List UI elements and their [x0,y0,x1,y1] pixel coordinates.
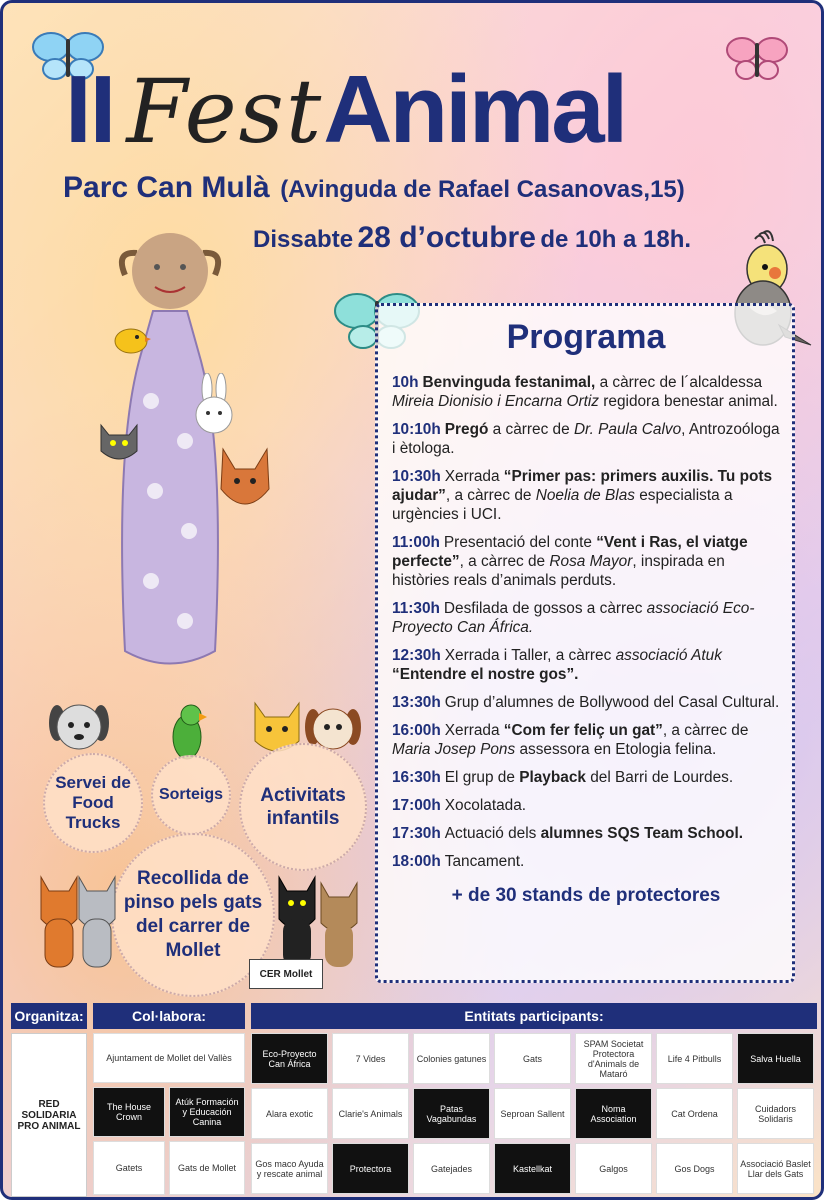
program-time: 16:00h [392,722,441,739]
event-location [63,171,685,205]
food-trucks-bubble: Servei de Food Trucks [43,753,143,853]
program-panel [375,303,795,983]
partner-logo: Colonies gatunes [413,1033,490,1084]
partner-logo: Ajuntament de Mollet del Vallès [93,1033,245,1083]
program-time: 10:30h [392,468,441,485]
event-title [65,55,765,163]
title-fest: Fest [126,60,324,163]
yellow-bird-icon [111,321,151,355]
cer-mollet-badge: CER Mollet [249,959,323,989]
program-time: 11:30h [392,600,440,617]
cat-grey-icon [95,415,143,467]
program-item [392,599,780,637]
title-animal: Animal [323,56,626,163]
partner-logo: Patas Vagabundas [413,1088,490,1139]
program-text: Tancament. [444,853,525,870]
program-text: Xerrada [444,468,504,485]
partner-logo: The House Crown [93,1087,165,1137]
program-text: Grup d’alumnes de Bollywood del Casal Cultural. [444,694,780,711]
program-time: 10:10h [392,421,441,438]
partner-logo: Salva Huella [737,1033,814,1084]
partner-logo: Clarie's Animals [332,1088,409,1139]
program-text: alumnes SQS Team School. [540,825,744,842]
program-item [392,533,780,590]
partner-logo: Seproan Sallent [494,1088,571,1139]
partner-logo: SPAM Societat Protectora d'Animals de Mataró [575,1033,652,1084]
program-text: Desfilada de gossos a càrrec [443,600,647,617]
partner-logo: Protectora [332,1143,409,1194]
program-time: 11:00h [392,534,440,551]
partner-logo: Gats [494,1033,571,1084]
program-time: 10h [392,374,419,391]
program-text: especialista a urgències i UCI. [392,487,733,523]
program-text: Playback [519,769,586,786]
program-text: Maria Josep Pons [392,741,516,758]
location-name: Parc Can Mulà [63,171,270,204]
location-address: (Avinguda de Rafael Casanovas,15) [280,176,685,203]
partner-logo: Gatejades [413,1143,490,1194]
program-text: a càrrec de l´alcaldessa [595,374,763,391]
event-date [253,221,691,255]
program-text: , inspirada en històries reals d’animals perduts. [392,553,725,589]
program-time: 17:00h [392,797,441,814]
program-item [392,693,780,712]
partner-logo: Atúk Formación y Educación Canina [169,1087,245,1137]
program-time: 13:30h [392,694,441,711]
footer [11,1003,817,1199]
program-item [392,373,780,411]
program-text: , Antrozoóloga i ètologa. [392,421,780,457]
program-item [392,852,780,871]
organiza-header: Organitza: [11,1003,87,1029]
date-hours: de 10h a 18h. [540,226,692,253]
partner-logo: Alara exotic [251,1088,328,1139]
program-text: Mireia Dionisio i Encarna Ortiz [392,393,599,410]
program-item [392,768,780,787]
program-item [392,646,780,684]
program-text: Rosa Mayor [549,553,633,570]
partner-logo: Cat Ordena [656,1088,733,1139]
program-text: Dr. Paula Calvo [573,421,682,438]
program-text: , a càrrec de [445,487,536,504]
program-text: “Entendre el nostre gos”. [392,666,579,683]
program-text: associació Eco-Proyecto Can África. [392,600,755,636]
program-text: , a càrrec de [459,553,550,570]
program-text: assessora en Etologia felina. [515,741,717,758]
program-text: “Com fer feliç un gat” [503,722,663,739]
program-text: regidora benestar animal. [599,393,778,410]
partner-logo: 7 Vides [332,1033,409,1084]
program-time: 18:00h [392,853,441,870]
partner-logo: Gos maco Ayuda y rescate animal [251,1143,328,1194]
kids-activities-bubble: Activitats infantils [239,743,367,871]
partner-logo: Gos Dogs [656,1143,733,1194]
program-text: Xerrada [444,722,504,739]
parrot-icon [163,701,213,763]
program-text: Xocolatada. [444,797,527,814]
cats-right-icon [275,869,361,969]
partner-logo: Galgos [575,1143,652,1194]
raffle-bubble: Sorteigs [151,755,231,835]
program-time: 16:30h [392,769,441,786]
program-item [392,796,780,815]
program-item [392,467,780,524]
stands-note: + de 30 stands de protectores [451,885,721,906]
partner-logo: Associació Baslet Llar dels Gats [737,1143,814,1194]
program-item [392,824,780,843]
program-list [392,373,780,871]
program-text: Pregó [444,421,489,438]
rabbit-icon [191,373,237,435]
program-text: El grup de [444,769,520,786]
program-text: “Vent i Ras, el viatge perfecte” [392,534,748,570]
program-text: “Primer pas: primers auxilis. Tu pots ajudar” [392,468,773,504]
cats-left-icon [37,869,117,969]
program-text: Benvinguda festanimal, [422,374,596,391]
program-text: Actuació dels [444,825,541,842]
program-text: Presentació del conte [443,534,597,551]
program-text: Noelia de Blas [535,487,635,504]
dog-grey-icon [47,697,111,759]
title-roman: II [65,56,115,163]
date-day: Dissabte [253,226,354,253]
date-date: 28 d’octubre [357,221,536,254]
fox-dog-icon [215,443,275,519]
partner-logo: Gatets [93,1141,165,1195]
food-collection-bubble: Recollida de pinso pels gats del carrer de Mollet [111,833,275,997]
program-text: Xerrada i Taller, a càrrec [444,647,616,664]
partner-logo: Noma Association [575,1088,652,1139]
partner-logo: Eco-Proyecto Can África [251,1033,328,1084]
partner-logo: Gats de Mollet [169,1141,245,1195]
program-text: , a càrrec de [662,722,749,739]
program-item [392,721,780,759]
entitats-header: Entitats participants: [251,1003,817,1029]
program-heading: Programa [506,318,666,356]
partner-logo: Kastellkat [494,1143,571,1194]
program-time: 17:30h [392,825,441,842]
program-text: a càrrec de [488,421,574,438]
partner-logo: Life 4 Pitbulls [656,1033,733,1084]
organizer-logo: RED SOLIDARIA PRO ANIMAL [11,1033,87,1197]
partner-logo: Cuidadors Solidaris [737,1088,814,1139]
program-text: associació Atuk [615,647,722,664]
program-time: 12:30h [392,647,441,664]
program-text: del Barri de Lourdes. [585,769,734,786]
colabora-header: Col·labora: [93,1003,245,1029]
program-item [392,420,780,458]
